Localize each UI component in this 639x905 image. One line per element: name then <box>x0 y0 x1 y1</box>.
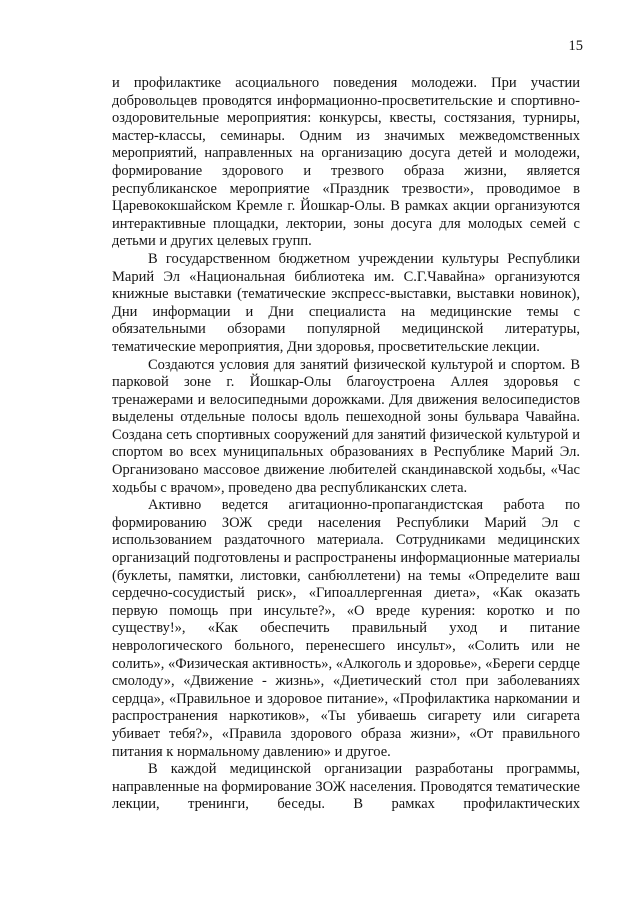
paragraph-sports-conditions: Создаются условия для занятий физической культурой и спортом. В парковой зоне г. Йошкар-Олы благоустроена Аллея здоровья с тренажерами и велосипедными дорожками. Для движения велосипедистов выделены отдельные полосы вдоль пешеходной зоны бульвара Чавайна. Создана сеть спортивных сооружений для занятий физической культурой и спортом во всех муниципальных образованиях в Республике Марий Эл. Организовано массовое движение любителей скандинавской ходьбы, «Час ходьбы с врачом», проведено два республиканских слета. <box>112 356 580 496</box>
paragraph-propaganda-materials: Активно ведется агитационно-пропагандистская работа по формированию ЗОЖ среди населения Республики Марий Эл с использованием раздаточного материала. Сотрудниками медицинских организаций подготовлены и распространены информационные материалы (буклеты, памятки, листовки, санбюллетени) на темы «Определите ваш сердечно-сосудистый риск», «Гипоаллергенная диета», «Как оказать первую помощь при инсульте?», «О вреде курения: коротко и по существу!», «Как обеспечить правильный уход и питание неврологического больного, перенесшего инсульт», «Солить или не солить», «Физическая активность», «Алкоголь и здоровье», «Береги сердце смолоду», «Движение - жизнь», «Диетический стол при заболеваниях сердца», «Правильное и здоровое питание», «Профилактика наркомании и распространения наркотиков», «Ты убиваешь сигарету или сигарета убивает тебя?», «Правила здорового образа жизни», «От правильного питания к нормальному давлению» и другое. <box>112 497 580 760</box>
paragraph-youth-volunteers: и профилактике асоциального поведения молодежи. При участии добровольцев проводятся информационно-просветительские и спортивно-оздоровительные мероприятия: конкурсы, квесты, состязания, турниры, мастер-классы, семинары. Одним из значимых межведомственных мероприятий, направленных на организацию досуга детей и молодежи, формирование здорового и трезвого образа жизни, является республиканское мероприятие «Праздник трезвости», проводимое в Царевококшайском Кремле г. Йошкар-Олы. В рамках акции организуются интерактивные площадки, лектории, зоны досуга для молодых семей с детьми и других целевых групп. <box>112 75 580 250</box>
body-text <box>112 75 580 814</box>
paragraph-national-library: В государственном бюджетном учреждении культуры Республики Марий Эл «Национальная библиотека им. С.Г.Чавайна» организуются книжные выставки (тематические экспресс-выставки, выставки новинок), Дни информации и Дни специалиста на медицинские темы с обязательными обзорами популярной медицинской литературы, тематические мероприятия, Дни здоровья, просветительские лекции. <box>112 250 580 355</box>
paragraph-medical-programs: В каждой медицинской организации разработаны программы, направленные на формирование ЗОЖ населения. Проводятся тематические лекции, тренинги, беседы. В рамках профилактических <box>112 761 580 813</box>
page-number: 15 <box>568 38 583 54</box>
